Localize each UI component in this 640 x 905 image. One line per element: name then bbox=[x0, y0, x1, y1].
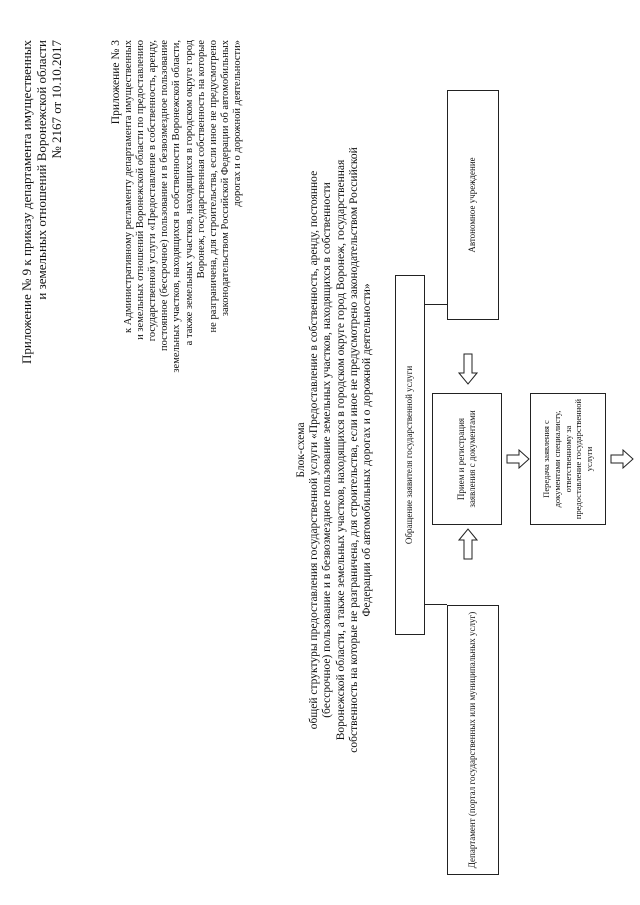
autonomous-box bbox=[447, 90, 499, 320]
arrow-down-icon bbox=[610, 449, 634, 469]
scheme-heading bbox=[295, 100, 374, 800]
arrow-down-icon bbox=[506, 449, 530, 469]
connector-left bbox=[425, 604, 447, 605]
order-reference bbox=[20, 40, 65, 600]
reception-label: Прием и регистрация заявления с документами bbox=[455, 410, 477, 508]
arrow-left-icon bbox=[458, 353, 478, 385]
autonomous-label: Автономное учреждение bbox=[467, 157, 478, 253]
appendix-line: государственной услуги «Предоставление в собственность, аренду, bbox=[147, 40, 159, 342]
appendix-line: а также земельных участков, находящихся в городском округе город bbox=[183, 40, 195, 346]
header-line-2: и земельных отношений Воронежской области bbox=[33, 40, 49, 300]
scheme-line: Федерации об автомобильных дорогах и о дорожной деятельности» bbox=[361, 283, 374, 617]
appendix-block bbox=[110, 40, 244, 510]
department-box bbox=[447, 605, 499, 875]
transfer-box bbox=[530, 393, 606, 525]
arrow-right-icon bbox=[458, 528, 478, 560]
appendix-line: земельных участков, находящихся в собственности Воронежской области, bbox=[171, 40, 183, 373]
appendix-line: не разграничена, для строительства, если иное не предусмотрено bbox=[207, 40, 219, 333]
scheme-line: (бессрочное) пользование и в безвозмездное пользование земельных участков, находящихся в собственности bbox=[321, 182, 334, 718]
appendix-line: законодательством Российской Федерации об автомобильных bbox=[219, 40, 231, 317]
appendix-line: Воронеж, государственная собственность на которые bbox=[195, 40, 207, 279]
appendix-line: и земельных отношений Воронежской области по предоставлению bbox=[135, 40, 147, 340]
reception-box bbox=[432, 393, 502, 525]
scheme-title: Блок-схема bbox=[295, 422, 307, 478]
appendix-line: к Административному регламенту департамента имущественных bbox=[123, 40, 135, 333]
appendix-title: Приложение № 3 bbox=[110, 40, 122, 125]
header-line-1: Приложение № 9 к приказу департамента имущественных bbox=[19, 40, 34, 364]
appendix-line: постоянное (бессрочное) пользование и в безвозмездное пользование bbox=[159, 40, 171, 351]
request-label: Обращение заявителя государственной услуги bbox=[404, 365, 415, 545]
scheme-line: Воронежской области, а также земельных участков, находящихся в городском округе город Воронеж, государственная bbox=[334, 159, 347, 741]
transfer-label: Передача заявления с документами специалисту, ответственному за предоставление государственной услуги bbox=[541, 398, 594, 520]
appendix-line: дорогах и о дорожной деятельности» bbox=[231, 40, 243, 207]
department-label: Департамент (портал государственных или муниципальных услуг) bbox=[467, 611, 478, 869]
scheme-line: общей структуры предоставления государственной услуги «Предоставление в собственность, аренду, постоянное bbox=[308, 170, 321, 730]
header-line-3: № 2167 от 10.10.2017 bbox=[48, 40, 64, 159]
request-box bbox=[395, 275, 425, 635]
scheme-line: собственность на которые не разграничена, для строительства, если иное не предусмотрено законодательством Российской bbox=[347, 147, 360, 753]
connector-right bbox=[425, 304, 447, 305]
